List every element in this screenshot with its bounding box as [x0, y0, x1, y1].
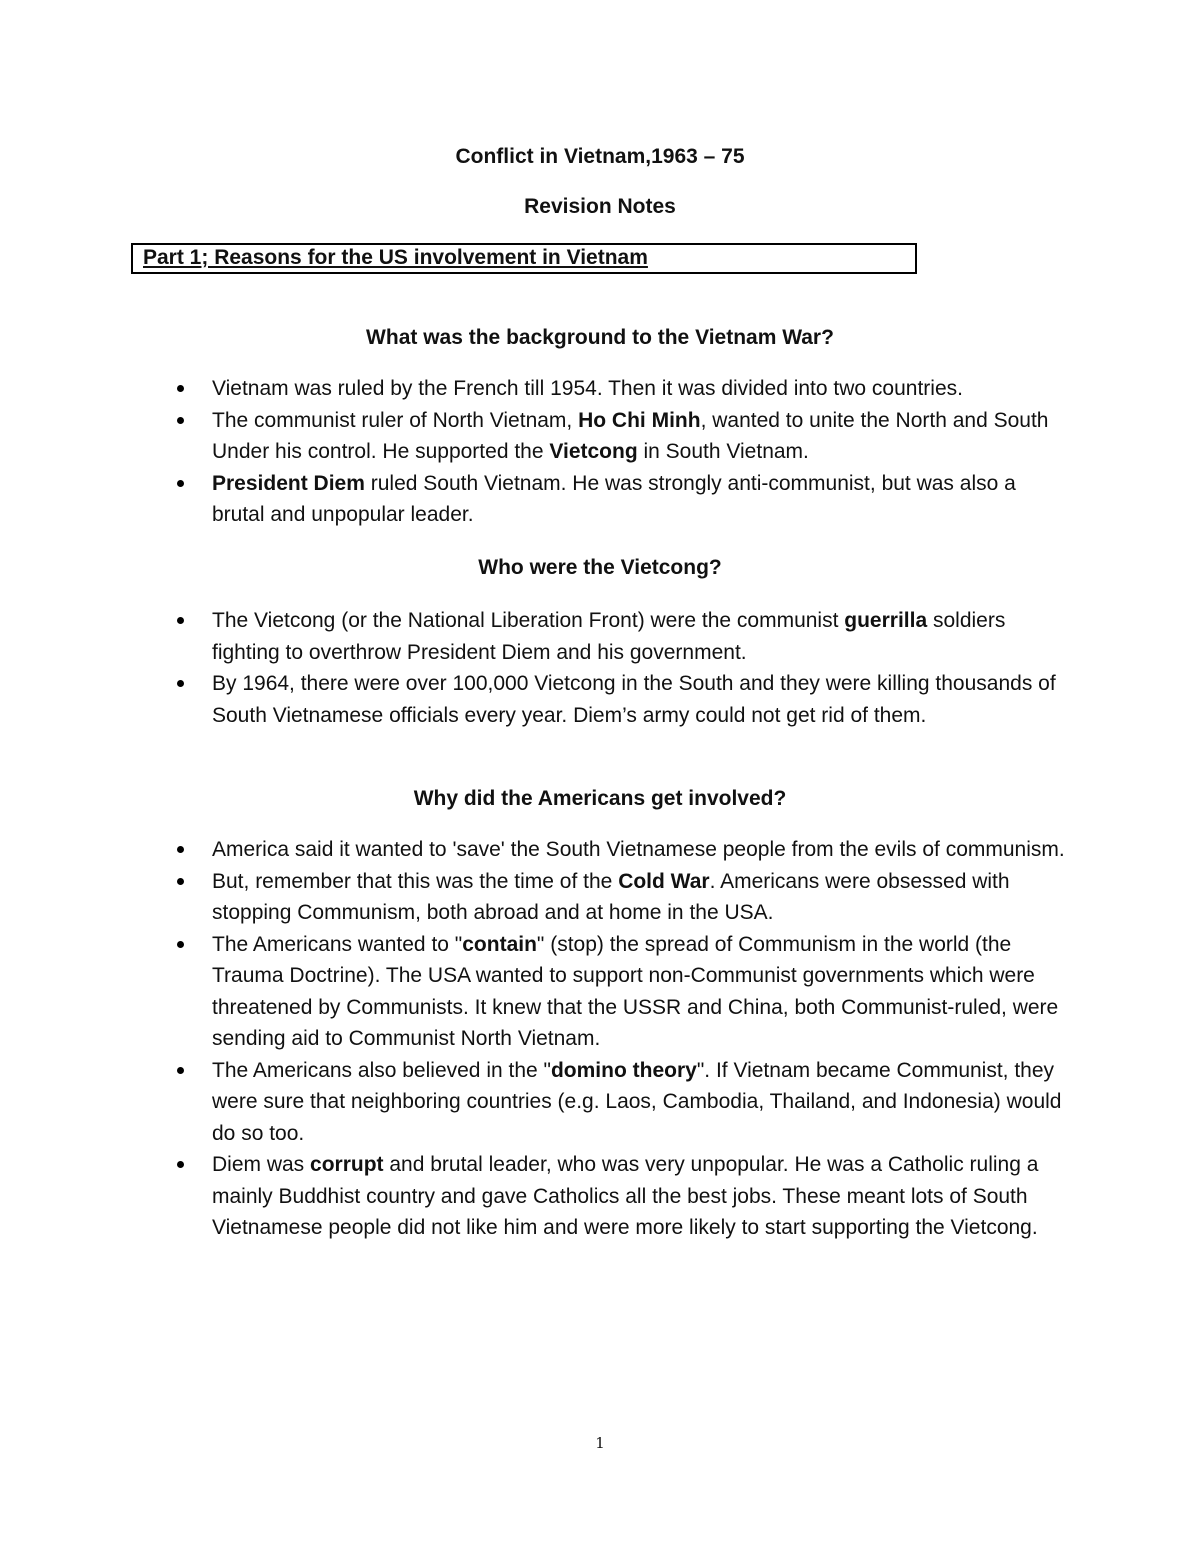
text-run: ruled South Vietnam. He was strongly anti-communist, but was also a brutal and unpopular leader.: [212, 471, 1016, 526]
bullet-item: [0, 929, 1072, 1055]
text-run: The Americans also believed in the ": [212, 1058, 551, 1082]
document-title: Conflict in Vietnam,1963 – 75: [455, 145, 745, 168]
bullet-item: [0, 468, 1072, 531]
bold-term: domino theory: [550, 1058, 697, 1082]
bold-term: Cold War: [618, 869, 710, 893]
bold-term: corrupt: [310, 1153, 384, 1176]
bullet-item: [0, 866, 1072, 929]
text-run: soldiers fighting to overthrow President Diem and his government.: [212, 609, 1006, 664]
bold-term: contain: [462, 932, 537, 956]
bold-term: Ho Chi Minh: [578, 408, 701, 432]
bullet-item: [0, 605, 1072, 668]
text-run: Vietnam was ruled by the French till 1954. Then it was divided into two countries.: [212, 377, 963, 400]
text-run: The Americans wanted to ": [212, 932, 463, 956]
bullet-item: [0, 834, 1072, 866]
text-run: ". If Vietnam became Communist, they were sure that neighboring countries (e.g. Laos, Cambodia, Thailand, and Indonesia) would do so too.: [212, 1058, 1062, 1145]
text-run: " (stop) the spread of Communism in the world (the Trauma Doctrine). The USA wanted to support non-Communist governments which were threatened by Communists. It knew that the USSR and China, both Communist-ruled, were sending aid to Communist North Vietnam.: [212, 932, 1059, 1050]
bullet-item: [0, 405, 1072, 468]
text-run: Diem was: [212, 1153, 311, 1176]
text-run: The Vietcong (or the National Liberation Front) were the communist: [212, 609, 845, 632]
text-run: America said it wanted to 'save' the South Vietnamese people from the evils of communism.: [212, 838, 1065, 861]
bullet-list: [0, 834, 1072, 1244]
bold-term: Vietcong: [549, 440, 638, 463]
text-run: and brutal leader, who was very unpopular. He was a Catholic ruling a mainly Buddhist country and gave Catholics all the best jobs. These meant lots of South Vietnamese people did not like him and were more likely to start supporting the Vietcong.: [212, 1153, 1039, 1239]
section-heading: Who were the Vietcong?: [478, 556, 722, 579]
bullet-list: [0, 605, 1072, 731]
bullet-item: [0, 1055, 1072, 1150]
part-heading-box: [131, 243, 917, 274]
bullet-list: [0, 373, 1072, 531]
page-number: 1: [595, 1434, 605, 1452]
section-heading: Why did the Americans get involved?: [413, 787, 787, 810]
bullet-item: [0, 1149, 1072, 1244]
section-heading: What was the background to the Vietnam War?: [366, 326, 834, 349]
part-heading: Part 1; Reasons for the US involvement in Vietnam: [143, 246, 648, 269]
text-run: By 1964, there were over 100,000 Vietcong in the South and they were killing thousands of South Vietnamese officials every year. Diem’s army could not get rid of them.: [212, 672, 1056, 727]
document-subtitle: Revision Notes: [524, 195, 676, 218]
bullet-item: [0, 373, 1072, 405]
bold-term: President Diem: [212, 471, 365, 495]
text-run: , wanted to unite the North and South Under his control. He supported the: [212, 408, 1049, 463]
bold-term: guerrilla: [844, 609, 928, 632]
text-run: in South Vietnam.: [637, 440, 809, 463]
text-run: But, remember that this was the time of the: [212, 869, 619, 893]
text-run: The communist ruler of North Vietnam,: [212, 408, 579, 432]
text-run: . Americans were obsessed with stopping Communism, both abroad and at home in the USA.: [212, 869, 1010, 924]
bullet-item: [0, 668, 1072, 731]
